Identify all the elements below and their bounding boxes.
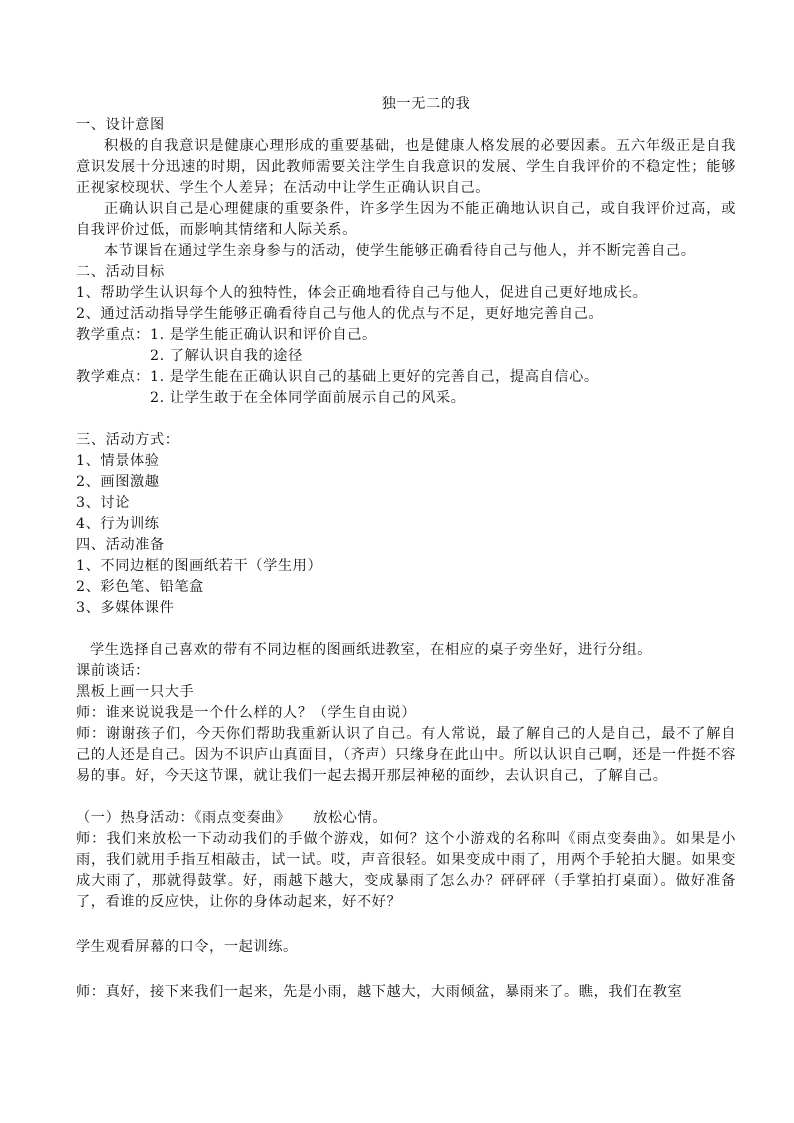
teaching-difficulties: [76, 367, 736, 409]
section-heading-preparation: 四、活动准备: [76, 537, 165, 553]
preparation-item: 3、多媒体课件: [76, 600, 175, 616]
intro-paragraph: 学生选择自己喜欢的带有不同边框的图画纸进教室，在相应的桌子旁坐好，进行分组。: [90, 642, 652, 658]
difficulty-item: 2. 让学生敢于在全体同学面前展示自己的风采。: [149, 390, 466, 406]
key-point-item: 2. 了解认识自我的途径: [149, 348, 303, 364]
method-item: 4、行为训练: [76, 516, 160, 532]
difficulty-item: 1. 是学生能在正确认识自己的基础上更好的完善自己，提高自信心。: [149, 369, 599, 385]
difficulties-label: 教学难点：: [76, 369, 150, 385]
document-title: 独一无二的我: [381, 96, 471, 112]
teacher-line: 师：我们来放松一下动动我们的手做个游戏，如何？这个小游戏的名称叫《雨点变奏曲》。如果是小雨，我们就用手指互相敲击，试一试。哎，声音很轻。如果变成中雨了，用两个手轮拍大腿。如果变成大雨了，那就得鼓掌。好，雨越下越大，变成暴雨了怎么办？砰砰砰（手掌拍打桌面）。做好准备了，看谁的反应快，让你的身体动起来，好不好？: [76, 831, 736, 910]
teaching-key-points: [76, 325, 736, 367]
design-paragraph-3: 本节课旨在通过学生亲身参与的活动，使学生能够正确看待自己与他人，并不断完善自己。: [104, 243, 696, 259]
student-line: 学生观看屏幕的口令，一起训练。: [76, 939, 298, 955]
method-item: 1、情景体验: [76, 453, 160, 469]
method-item: 3、讨论: [76, 495, 130, 511]
method-item: 2、画图激趣: [76, 474, 160, 490]
design-paragraph-2: 正确认识自己是心理健康的重要条件，许多学生因为不能正确地认识自己，或自我评价过高，或自我评价过低，而影响其情绪和人际关系。: [76, 201, 736, 238]
design-paragraph-1: 积极的自我意识是健康心理形成的重要基础，也是健康人格发展的必要因素。五六年级正是自我意识发展十分迅速的时期，因此教师需要关注学生自我意识的发展、学生自我评价的不稳定性；能够正视家校现状、学生个人差异；在活动中让学生正确认识自己。: [76, 138, 736, 196]
section-heading-design: 一、设计意图: [76, 117, 165, 133]
preparation-item: 1、不同边框的图画纸若干（学生用）: [76, 558, 323, 574]
goal-item: 2、通过活动指导学生能够正确看待自己与他人的优点与不足，更好地完善自己。: [76, 306, 604, 322]
section-heading-goals: 二、活动目标: [76, 264, 165, 280]
pre-talk-label: 课前谈话：: [76, 663, 150, 679]
warmup-title: （一）热身活动：《雨点变奏曲》 放松心情。: [76, 810, 388, 826]
document-page: [76, 94, 736, 1003]
key-point-item: 1. 是学生能正确认识和评价自己。: [149, 327, 377, 343]
teacher-line: 师：谢谢孩子们，今天你们帮助我重新认识了自己。有人常说，最了解自己的人是自己，最不了解自己的人还是自己。因为不识庐山真面目，（齐声）只缘身在此山中。所以认识自己啊，还是一件挺不容易的事。好，今天这节课，就让我们一起去揭开那层神秘的面纱，去认识自己，了解自己。: [76, 726, 736, 784]
teacher-line: 师：真好，接下来我们一起来，先是小雨，越下越大，大雨倾盆，暴雨来了。瞧，我们在教室: [76, 984, 683, 1000]
section-heading-methods: 三、活动方式：: [76, 432, 180, 448]
teacher-line: 师：谁来说说我是一个什么样的人？（学生自由说）: [76, 705, 417, 721]
blackboard-line: 黑板上画一只大手: [76, 684, 195, 700]
goal-item: 1、帮助学生认识每个人的独特性，体会正确地看待自己与他人，促进自己更好地成长。: [76, 285, 648, 301]
key-points-label: 教学重点：: [76, 327, 150, 343]
preparation-item: 2、彩色笔、铅笔盒: [76, 579, 204, 595]
